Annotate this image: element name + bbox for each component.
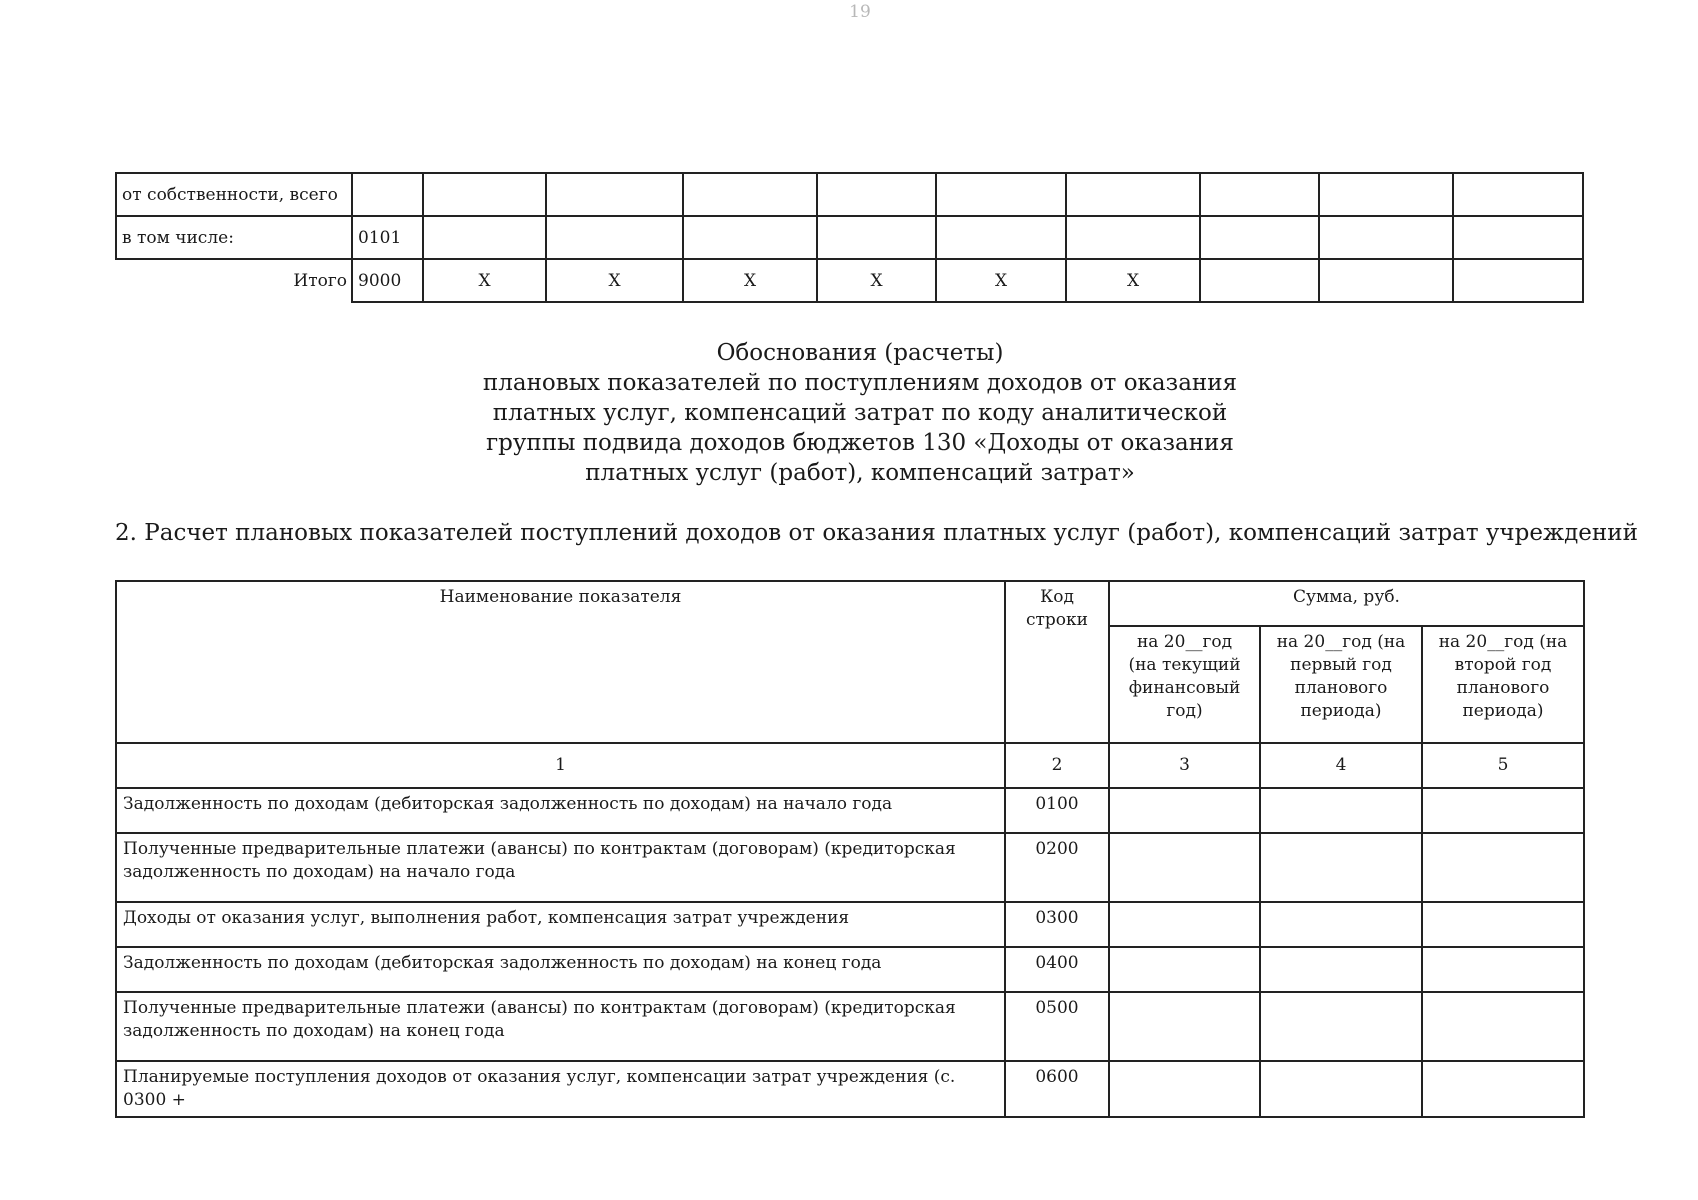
top-row-cell bbox=[1066, 173, 1200, 216]
sum-cell bbox=[1109, 902, 1260, 947]
top-row-cell bbox=[936, 173, 1066, 216]
row-code: 0500 bbox=[1005, 992, 1109, 1061]
column-number: 2 bbox=[1005, 743, 1109, 788]
top-row-cell bbox=[1200, 173, 1319, 216]
top-row-cell: X bbox=[546, 259, 683, 302]
indicator-name: Полученные предварительные платежи (авансы) по контрактам (договорам) (кредиторская задолженность по доходам) на начало года bbox=[116, 833, 1005, 902]
sum-cell bbox=[1109, 788, 1260, 833]
indicator-name: Задолженность по доходам (дебиторская задолженность по доходам) на начало года bbox=[116, 788, 1005, 833]
top-row-label: в том числе: bbox=[116, 216, 352, 259]
top-row-cell bbox=[817, 173, 936, 216]
indicator-name: Доходы от оказания услуг, выполнения работ, компенсация затрат учреждения bbox=[116, 902, 1005, 947]
sum-cell bbox=[1422, 992, 1584, 1061]
header-sum: Сумма, руб. bbox=[1109, 581, 1584, 626]
section-title: 2. Расчет плановых показателей поступлений доходов от оказания платных услуг (работ), компенсаций затрат учреждений bbox=[115, 520, 1638, 546]
top-row-cell bbox=[546, 216, 683, 259]
top-row-cell: X bbox=[936, 259, 1066, 302]
column-numbers-row bbox=[116, 743, 1584, 788]
sum-cell bbox=[1260, 902, 1422, 947]
column-number: 1 bbox=[116, 743, 1005, 788]
table-row bbox=[116, 947, 1584, 992]
top-table-row bbox=[116, 259, 1583, 302]
column-number: 5 bbox=[1422, 743, 1584, 788]
table-row bbox=[116, 902, 1584, 947]
sum-cell bbox=[1109, 992, 1260, 1061]
top-row-cell: X bbox=[1066, 259, 1200, 302]
heading-line: Обоснования (расчеты) bbox=[716, 340, 1004, 366]
sum-cell bbox=[1260, 947, 1422, 992]
top-row-cell bbox=[1319, 216, 1453, 259]
top-row-cell bbox=[1200, 259, 1319, 302]
sum-cell bbox=[1109, 947, 1260, 992]
table-row bbox=[116, 992, 1584, 1061]
top-row-cell: X bbox=[817, 259, 936, 302]
indicator-name: Задолженность по доходам (дебиторская задолженность по доходам) на конец года bbox=[116, 947, 1005, 992]
calculation-table bbox=[115, 580, 1585, 1118]
top-row-cell bbox=[423, 216, 546, 259]
sum-cell bbox=[1422, 947, 1584, 992]
top-row-code bbox=[352, 173, 423, 216]
header-first-plan-year: на 20__год (на первый год планового периода) bbox=[1260, 626, 1422, 743]
sum-cell bbox=[1109, 1061, 1260, 1117]
top-row-cell bbox=[1319, 173, 1453, 216]
sum-cell bbox=[1109, 833, 1260, 902]
column-number: 3 bbox=[1109, 743, 1260, 788]
top-row-cell bbox=[423, 173, 546, 216]
sum-cell bbox=[1422, 902, 1584, 947]
indicator-name: Планируемые поступления доходов от оказания услуг, компенсации затрат учреждения (с. 0300 + bbox=[116, 1061, 1005, 1117]
top-row-cell bbox=[1453, 259, 1583, 302]
top-row-cell bbox=[683, 173, 817, 216]
top-row-label: от собственности, всего bbox=[116, 173, 352, 216]
row-code: 0300 bbox=[1005, 902, 1109, 947]
top-row-cell bbox=[1319, 259, 1453, 302]
indicator-name: Полученные предварительные платежи (авансы) по контрактам (договорам) (кредиторская задолженность по доходам) на конец года bbox=[116, 992, 1005, 1061]
heading-line: платных услуг, компенсаций затрат по коду аналитической bbox=[492, 400, 1228, 426]
top-table bbox=[115, 172, 1584, 303]
sum-cell bbox=[1422, 833, 1584, 902]
top-row-code: 9000 bbox=[352, 259, 423, 302]
section-heading bbox=[400, 338, 1320, 488]
sum-cell bbox=[1260, 788, 1422, 833]
top-table-row bbox=[116, 216, 1583, 259]
top-row-cell bbox=[1453, 173, 1583, 216]
sum-cell bbox=[1260, 1061, 1422, 1117]
heading-line: плановых показателей по поступлениям доходов от оказания bbox=[482, 370, 1238, 396]
sum-cell bbox=[1422, 788, 1584, 833]
header-indicator-name: Наименование показателя bbox=[116, 581, 1005, 743]
top-row-code: 0101 bbox=[352, 216, 423, 259]
page-number: 19 bbox=[849, 2, 871, 22]
column-number: 4 bbox=[1260, 743, 1422, 788]
row-code: 0200 bbox=[1005, 833, 1109, 902]
heading-line: платных услуг (работ), компенсаций затрат» bbox=[585, 460, 1135, 486]
top-row-cell bbox=[817, 216, 936, 259]
table-row bbox=[116, 788, 1584, 833]
header-second-plan-year: на 20__год (на второй год планового периода) bbox=[1422, 626, 1584, 743]
top-row-cell bbox=[683, 216, 817, 259]
top-row-cell bbox=[1453, 216, 1583, 259]
header-row-code: Код строки bbox=[1005, 581, 1109, 743]
table-row bbox=[116, 833, 1584, 902]
heading-line: группы подвида доходов бюджетов 130 «Доходы от оказания bbox=[486, 430, 1234, 456]
sum-cell bbox=[1260, 833, 1422, 902]
top-row-cell bbox=[1200, 216, 1319, 259]
row-code: 0100 bbox=[1005, 788, 1109, 833]
row-code: 0400 bbox=[1005, 947, 1109, 992]
table-row bbox=[116, 1061, 1584, 1117]
header-current-year: на 20__год (на текущий финансовый год) bbox=[1109, 626, 1260, 743]
top-row-cell bbox=[546, 173, 683, 216]
sum-cell bbox=[1422, 1061, 1584, 1117]
top-row-cell: X bbox=[683, 259, 817, 302]
top-row-cell: X bbox=[423, 259, 546, 302]
sum-cell bbox=[1260, 992, 1422, 1061]
row-code: 0600 bbox=[1005, 1061, 1109, 1117]
top-row-cell bbox=[1066, 216, 1200, 259]
top-table-row bbox=[116, 173, 1583, 216]
top-row-label: Итого bbox=[116, 259, 352, 302]
top-row-cell bbox=[936, 216, 1066, 259]
